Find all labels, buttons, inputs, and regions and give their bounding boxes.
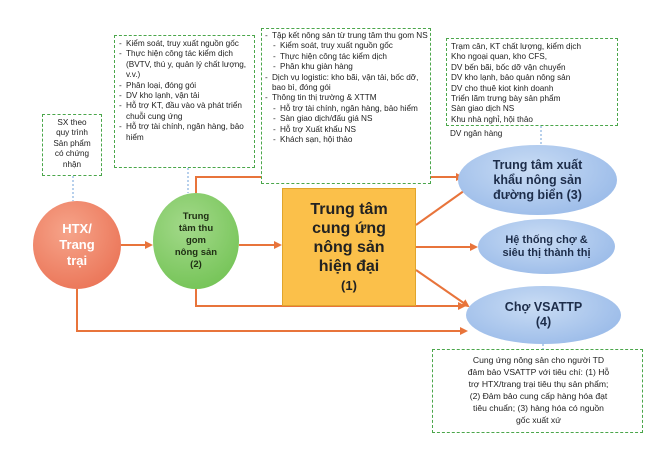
- note-export-item: DV bến bãi, bốc dỡ vận chuyển: [451, 62, 566, 72]
- note-center-item: - Dịch vụ logistic: kho bãi, vận tải, bốc dỡ, bao bì, đóng gói: [264, 73, 428, 94]
- node-gom-line: (2): [190, 259, 202, 270]
- note-export-item: DV kho lạnh, bảo quản nông sản: [451, 73, 571, 83]
- arrow-center-to-vsattp: [416, 270, 468, 306]
- note-export-item: Sàn giao dịch NS: [451, 104, 515, 114]
- note-vsattp-line: tiêu chuẩn; (3) hàng hóa có nguồn: [473, 403, 604, 413]
- node-market-system: [478, 219, 615, 274]
- note-gom-item: - Thực hiện công tác kiểm dịch (BVTV, thú y, quản lý chất lượng, v.v.): [118, 49, 251, 80]
- note-htx-line: có chứng: [54, 149, 90, 159]
- node-vsattp-line: (4): [535, 315, 552, 329]
- note-center-item: - Hỗ trợ Xuất khẩu NS: [264, 125, 428, 135]
- node-export-line: khẩu nông sản: [493, 172, 582, 187]
- node-center-line: hiện đại: [318, 257, 380, 275]
- note-export-item: Trạm cân, KT chất lượng, kiểm dịch: [451, 42, 582, 51]
- note-export-last: DV ngân hàng: [450, 129, 503, 138]
- note-htx-line: SX theo: [57, 118, 87, 127]
- note-center-item: - Phân khu giàn hàng: [264, 62, 428, 72]
- node-market-line: Hệ thống chợ &: [505, 233, 588, 246]
- node-vsattp-market: [466, 286, 621, 344]
- node-export-line: Trung tâm xuất: [492, 157, 583, 172]
- note-export-item: DV cho thuê kiot kinh doanh: [451, 83, 554, 93]
- note-htx: [42, 114, 102, 176]
- note-vsattp: [432, 349, 643, 433]
- node-vsattp-line: Chợ VSATTP: [504, 300, 583, 314]
- node-gom-line: Trung: [182, 211, 210, 222]
- note-export-item: Khu nhà nghỉ, hội thảo: [451, 114, 533, 124]
- node-center-line: (1): [341, 277, 357, 293]
- note-center-item: - Kiểm soát, truy xuất nguồn gốc: [264, 41, 428, 51]
- node-gom-line: nông sản: [174, 247, 218, 258]
- note-export: [446, 38, 618, 126]
- note-center-item: - Tập kết nông sản từ trung tâm thu gom NS: [264, 31, 428, 41]
- note-vsattp-line: đảm bảo VSATTP với tiêu chí: (1) Hỗ: [467, 367, 610, 377]
- node-supply-center: [282, 188, 416, 306]
- note-vsattp-line: trợ HTX/trang trại tiêu thụ sản phẩm;: [468, 379, 609, 389]
- node-center-line: cung ứng: [312, 219, 386, 237]
- note-vsattp-line: Cung ứng nông sản cho người TD: [472, 355, 605, 365]
- note-gom-item: - Hỗ trợ KT, đầu vào và phát triển chuỗi cung ứng: [118, 101, 251, 122]
- note-center-item: - Khách sạn, hội thảo: [264, 135, 428, 145]
- note-export-item: Kho ngoại quan, kho CFS,: [451, 52, 548, 62]
- node-export-line: đường biển (3): [493, 187, 582, 202]
- node-htx: [33, 201, 121, 289]
- arrow-center-to-export: [416, 188, 468, 225]
- node-export-center: [458, 145, 617, 215]
- note-center: [261, 28, 431, 184]
- note-vsattp-line: gốc xuất xứ: [516, 415, 561, 425]
- node-htx-line: HTX/: [62, 221, 92, 236]
- note-gom-item: - Phân loại, đóng gói: [118, 81, 251, 91]
- node-center-line: nông sản: [313, 238, 385, 256]
- note-htx-line: Sản phẩm: [53, 138, 91, 148]
- note-htx-line: nhận: [62, 159, 82, 169]
- note-center-item: - Thực hiện công tác kiểm dịch: [264, 52, 428, 62]
- note-gom-item: - Kiểm soát, truy xuất nguồn gốc: [118, 39, 251, 49]
- note-gom-item: - DV kho lạnh, vận tải: [118, 91, 251, 101]
- node-htx-line: Trang: [59, 237, 95, 252]
- note-vsattp-line: (2) Đảm bảo cung cấp hàng hóa đạt: [469, 391, 608, 401]
- node-gom-line: gom: [185, 235, 207, 246]
- note-center-item: - Thông tin thị trường & XTTM: [264, 93, 428, 103]
- node-collection-center: [153, 193, 239, 289]
- node-market-line: siêu thị thành thị: [502, 246, 591, 259]
- node-gom-line: tâm thu: [178, 223, 214, 234]
- node-htx-line: trại: [66, 253, 88, 268]
- note-htx-line: quy trình: [56, 128, 88, 138]
- note-gom-item: - Hỗ trợ tài chính, ngân hàng, bảo hiểm: [118, 122, 251, 143]
- node-center-line: Trung tâm: [310, 200, 388, 218]
- note-center-item: - Hỗ trợ tài chính, ngân hàng, bảo hiểm: [264, 104, 428, 114]
- note-export-item: Triển lãm trưng bày sản phẩm: [451, 94, 561, 104]
- note-gom: [114, 35, 255, 168]
- note-center-item: - Sàn giao dịch/đấu giá NS: [264, 114, 428, 124]
